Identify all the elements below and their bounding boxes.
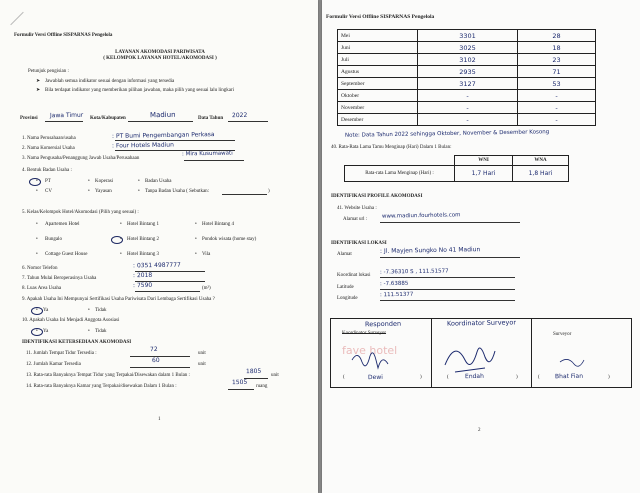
q14-label: 14. Rata-rata Banyaknya Kamar yang Terpakai/disewakan Dalam 1 Bulan : [26,384,177,389]
month-cell-note: - [518,114,596,126]
month-cell-value: - [418,90,518,102]
arrow-icon: ➤ [36,88,41,93]
month-cell-month: September [338,78,418,90]
month-cell-month: Oktober [338,90,418,102]
month-cell-note: 18 [518,42,596,54]
latitude-label: Latitude [337,285,354,290]
koordinat-label: Koordinat lokasi [337,273,371,278]
q13-value: 1805 [245,367,262,376]
month-cell-note: 71 [518,66,596,78]
option-cv: CV [45,189,52,194]
month-cell-month: Mei [338,30,418,42]
month-cell-value: 3301 [418,30,518,42]
longitude-value: : 111.51377 [379,291,414,299]
option-hotel-bintang-3: Hotel Bintang 3 [127,252,159,257]
month-cell-value: 3102 [418,54,518,66]
q14-value: 1505 [231,378,248,387]
q3-label: 3. Nama Pengusaha/Penanggung Jawab Usaha/Perusahaan [22,156,140,161]
form-title: Formulir Versi Offline SISPARNAS Pengelola [14,33,113,38]
option-yayasan: Yayasan [95,189,112,194]
stay-wni-value: 1,7 Hari [455,166,513,182]
header-wni: WNI [455,156,513,166]
instructions-title: Petunjuk pengisian : [28,69,69,74]
month-cell-month: November [338,102,418,114]
page-number-1: 1 [158,417,161,422]
option-hotel-bintang-2: Hotel Bintang 2 [127,237,159,242]
q10-label: 10. Apakah Usaha Ini Menjadi Anggota Asosiasi [22,318,120,323]
q6-value: : 0351 4987777 [132,261,181,270]
sig-name-2: Endah [464,372,484,381]
month-cell-month: Juli [338,54,418,66]
option-hotel-bintang-1: Hotel Bintang 1 [127,222,159,227]
sig-koordinator-print: Koordinator Surveyor [342,331,387,336]
q7-label: 7. Tahun Mulai Beroperasinya Usaha [22,276,97,281]
latitude-value: : -7.63885 [379,280,409,288]
month-cell-value: 2935 [418,66,518,78]
table-note: Note: Data Tahun 2022 sehingga Oktober, November & Desember Kosong [344,129,550,139]
koordinator-signature [445,348,495,372]
sig-name-3: Bhat Fian [554,372,584,381]
hotel-stamp: fave hotel [342,344,398,357]
alamat-url-label: Alamat url : [343,217,368,222]
month-cell-note: - [518,102,596,114]
q5-label: 5. Kelas/Kelompok Hotel/Akomodasi (Pilih yang sesuai) : [22,210,139,215]
option-bungalo: Bungalo [45,237,62,242]
q8-value: : 7590 [132,281,153,290]
heading-kelompok: ( KELOMPOK LAYANAN HOTEL/AKOMODASI ) [103,56,217,61]
option-koperasi: Koperasi [95,179,114,184]
q9-option-ya: Ya [43,308,49,313]
tahun-label: Data Tahun [198,116,224,121]
tahun-value: 2022 [231,111,248,120]
month-cell-note: 53 [518,78,596,90]
section-profil: IDENTIFIKASI PROFILE AKOMODASI [331,194,423,199]
q9-label: 9. Apakah Usaha Ini Mempunyai Sertifikasi Usaha Pariwisata Dari Lembaga Sertifikasi Usaha ? [22,297,215,302]
q4-label: 4. Bentuk Badan Usaha : [22,168,72,173]
stay-wna-value: 1,8 Hari [513,166,569,182]
option-tanpa-badan-usaha: Tanpa Badan Usaha ( Sebutkan: [145,189,210,194]
q40-label: 40. Rata-Rata Lama Tamu Menginap (Hari) Dalam 1 Bulan: [331,145,452,150]
option-pt: PT [45,179,51,184]
q11-label: 11. Jumlah Tempat Tidur Tersedia : [26,351,97,356]
q12-value: 60 [151,356,160,365]
provinsi-label: Provinsi [20,116,38,121]
alamat-label: Alamat [337,252,352,257]
kota-label: Kota/Kabupaten [90,116,126,121]
q10-option-tidak: Tidak [95,329,107,334]
month-cell-note: 23 [518,54,596,66]
section-lokasi: IDENTIFIKASI LOKASI [331,241,387,246]
provinsi-value: Jawa Timur [49,111,84,120]
month-cell-value: 3025 [418,42,518,54]
q8-unit: (m²) [202,286,211,291]
page-number-2: 2 [478,428,481,433]
month-cell-note: - [518,90,596,102]
option-apartemen-hotel: Apartemen Hotel [45,222,80,227]
arrow-icon: ➤ [36,79,41,84]
q6-label: 6. Nomor Telefon [22,266,58,271]
option-hotel-bintang-4: Hotel Bintang 4 [202,222,234,227]
q1-value: : PT Bumi Pengembangan Perkasa [111,131,215,140]
sig-koordinator-written: Koordinator Surveyor [446,318,517,328]
q9-option-tidak: Tidak [95,308,107,313]
koordinat-value: : -7.36310 S , 111.51577 [379,268,449,276]
form-page-1: Formulir Versi Offline SISPARNAS Pengelola LAYANAN AKOMODASI PARIWISATA ( KELOMPOK LAYANAN HOTEL/AKOMODASI ) Petunjuk pengisian : ➤ Jawablah semua indikator sesuai dengan informasi yang tersedia ➤ Bila terdapat indikator yang memberikan pilihan jawaban, maka pilih yang sesuai lalu lingkari Provinsi Jawa Timur Kota/Kabupaten Madiun Data Tahun 2022 1. Nama Perusahaan/usaha : PT Bumi Pengembangan Perkasa 2. Nama Komersial Usaha : Four Hotels Madiun 3. Nama Pengusaha/Penanggung Jawab Usaha/Perusahaan : Mira Kusumawati 4. Bentuk Badan Usaha : • PT • Koperasi • Badan Usaha • CV • Yayasan • Tanpa Badan Usaha ( Sebutkan: ) 5. Kelas/Kelompok Hotel/Akomodasi (Pilih yang sesuai) : • Apartemen Hotel • Hotel Bintang 1 • Hotel Bintang 4 • Bungalo • Hotel Bintang 2 • Pondok wisata (home stay) • Cottage Guest House • Hotel Bintang 3 • Vila 6. Nomor Telefon : 0351 4987777 7. Tahun Mulai Beroperasinya Usaha : 2018 8. Luas Area Usaha : 7590 (m²) 9. Apakah Usaha Ini Mempunyai Sertifikasi Usaha Pariwisata Dari Lembaga Sertifikasi Usaha ? • Ya • Tidak 10. Apakah Usaha Ini Menjadi Anggota Asosiasi • Ya • Tidak IDENTIFIKASI KETERSEDIAAN AKOMODASI 11. Jumlah Tempat Tidur Tersedia : 72 unit 12. Jumlah Kamar Tersedia 60 unit 13. Rata-rata Banyaknya Tempat Tidur yang Terpakai/Disewakan dalam 1 Bulan : 1805 unit 14. Rata-rata Banyaknya Kamar yang Terpakai/disewakan Dalam 1 Bulan : 1505 ruang 1 [0,0,318,493]
q13-label: 13. Rata-rata Banyaknya Tempat Tidur yang Terpakai/Disewakan dalam 1 Bulan : [26,373,190,378]
alamat-value: : Jl. Mayjen Sungko No 41 Madiun [379,246,481,255]
month-cell-value: 3127 [418,78,518,90]
month-cell-month: Juni [338,42,418,54]
header-wna: WNA [513,156,569,166]
month-cell-note: 28 [518,30,596,42]
q10-option-ya: Ya [43,329,49,334]
q41-label: 41. Website Usaha : [337,206,377,211]
longitude-label: Longitude [337,296,358,301]
q7-value: : 2018 [132,271,153,280]
responden-signature [352,353,388,368]
form-title: Formulir Versi Offline SISPARNAS Pengelola [326,14,435,20]
q2-value: : Four Hotels Madiun [111,141,174,150]
month-cell-month: Agustus [338,66,418,78]
stay-row-label: Rata-rata Lama Menginap (Hari) : [345,166,455,182]
option-cottage-guest-house: Cottage Guest House [45,252,88,257]
q12-label: 12. Jumlah Kamar Tersedia [26,362,81,367]
q2-label: 2. Nama Komersial Usaha [22,146,75,151]
instruction-1: Jawablah semua indikator sesuai dengan informasi yang tersedia [45,79,175,84]
month-cell-value: - [418,102,518,114]
option-badan-usaha: Badan Usaha [145,179,172,184]
q3-value: : Mira Kusumawati [181,150,233,158]
sig-surveyor-print: Surveyor [553,332,572,337]
instruction-2: Bila terdapat indikator yang memberikan pilihan jawaban, maka pilih yang sesuai lalu lingkari [45,88,234,93]
q1-label: 1. Nama Perusahaan/usaha [22,136,76,141]
q11-value: 72 [149,345,158,354]
month-cell-value: - [418,114,518,126]
month-cell-month: Desember [338,114,418,126]
section-ketersediaan: IDENTIFIKASI KETERSEDIAAN AKOMODASI [22,340,132,345]
option-vila: Vila [202,252,211,257]
sig-responden-written: Responden [364,319,402,329]
q8-label: 8. Luas Area Usaha [22,286,62,291]
heading-layanan: LAYANAN AKOMODASI PARIWISATA [115,50,205,55]
kota-value: Madiun [149,110,176,120]
alamat-url-value: www.madiun.fourhotels.com [381,212,461,220]
sig-name-1: Dewi [367,373,383,382]
surveyor-signature [560,359,584,366]
option-pondok-wisata: Pondok wisata (home stay) [202,237,257,242]
